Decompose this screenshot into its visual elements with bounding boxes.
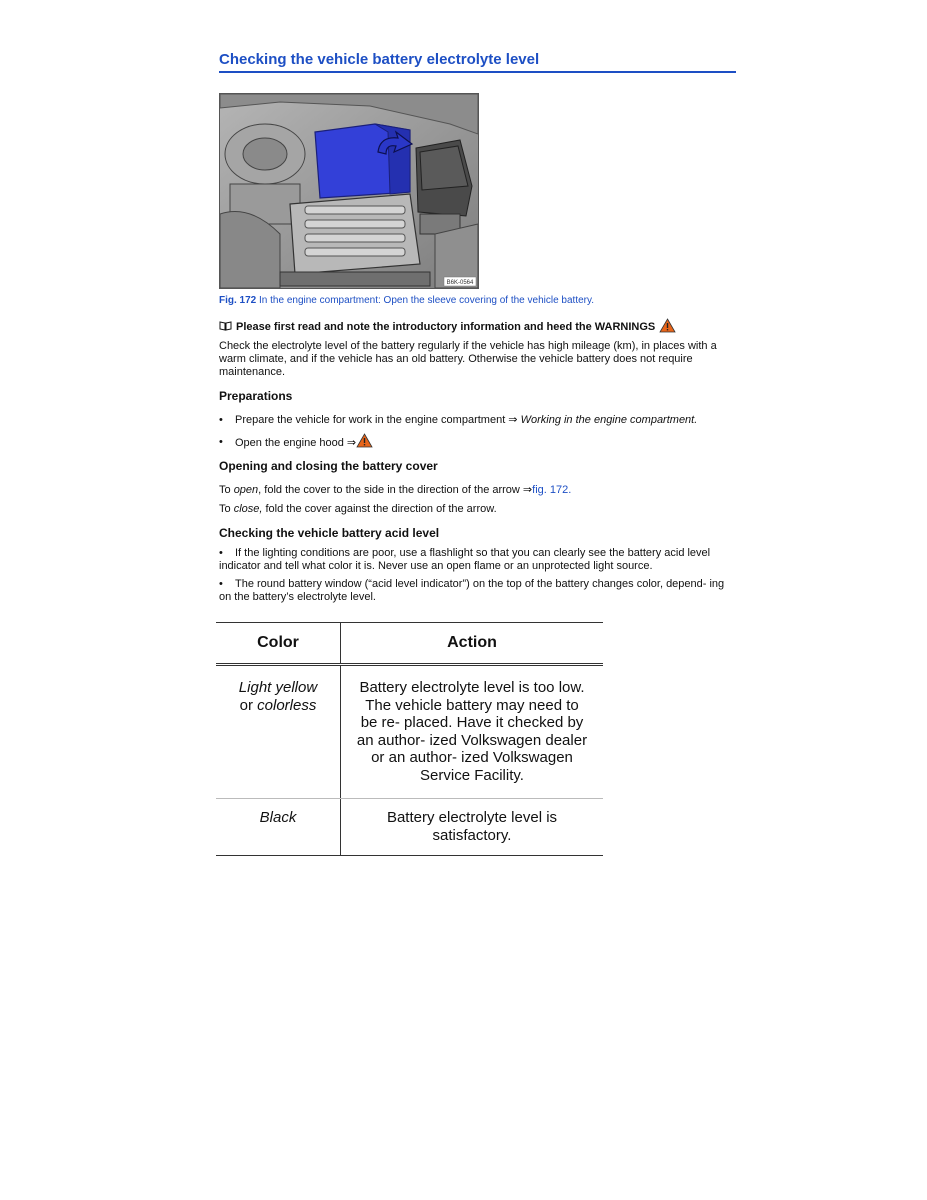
preparation-step-2: Open the engine hood ⇒ — [235, 436, 357, 449]
action-cell: Battery electrolyte level is satisfactory. — [341, 799, 604, 856]
column-header-color: Color — [216, 623, 341, 665]
electrolyte-color-table — [216, 622, 603, 856]
warning-icon[interactable] — [356, 433, 373, 451]
column-header-action: Action — [341, 623, 604, 665]
color-cell: Black — [216, 799, 341, 856]
engine-compartment-figure — [219, 93, 479, 289]
close-instruction: To close, fold the cover against the direction of the arrow. — [219, 503, 497, 515]
book-icon — [219, 321, 232, 334]
battery-cover-heading: Opening and closing the battery cover — [219, 459, 438, 473]
color-cell: Light yellow or colorless — [216, 665, 341, 799]
acid-bullet-2: • The round battery window (“acid level indicator”) on the top of the battery changes color, depend- ing on the battery’s electrolyte level. — [219, 578, 725, 603]
intro-note — [219, 318, 676, 336]
figure-caption-label: Fig. 172 — [219, 295, 257, 306]
list-item: • Open the engine hood ⇒ — [219, 433, 373, 451]
table-row — [216, 799, 603, 856]
figure-code: B6K-0564 — [446, 280, 474, 286]
action-cell: Battery electrolyte level is too low. The vehicle battery may need to be re- placed. Have it checked by an author- ized Volkswagen dealer or an author- ized Volkswagen Service Facility. — [341, 665, 604, 799]
page-title: Checking the vehicle battery electrolyte level — [219, 51, 736, 73]
preparations-heading: Preparations — [219, 389, 293, 403]
warning-icon[interactable] — [659, 318, 676, 336]
intro-note-text: Please first read and note the introductory information and heed the WARNINGS — [236, 321, 656, 333]
list-item: • Prepare the vehicle for work in the engine compartment ⇒ Working in the engine compartment. — [219, 413, 698, 426]
open-instruction: To open, fold the cover to the side in the direction of the arrow ⇒fig. 172. — [219, 484, 572, 496]
preparation-step-1: Prepare the vehicle for work in the engine compartment ⇒ — [235, 414, 518, 426]
intro-paragraph: Check the electrolyte level of the battery regularly if the vehicle has high mileage (km), in places with a warm climate, and if the vehicle has an old battery. Otherwise the vehicle battery does not require maintenance. — [219, 340, 717, 378]
figure-caption — [219, 295, 594, 306]
engine-illustration — [220, 94, 478, 288]
open-emphasis: open — [233, 484, 259, 496]
figure-caption-text: In the engine compartment: Open the sleeve covering of the vehicle battery. — [256, 295, 595, 306]
table-row — [216, 665, 603, 799]
close-emphasis: close, — [233, 503, 263, 515]
fig-172-link[interactable]: fig. 172 — [532, 484, 569, 496]
acid-bullet-1: • If the lighting conditions are poor, use a flashlight so that you can clearly see the battery acid level indicator and tell what color it is. Never use an open flame or an unprotected light source. — [219, 547, 711, 572]
working-engine-link[interactable]: Working in the engine compartment. — [520, 413, 698, 426]
acid-level-heading: Checking the vehicle battery acid level — [219, 526, 440, 540]
